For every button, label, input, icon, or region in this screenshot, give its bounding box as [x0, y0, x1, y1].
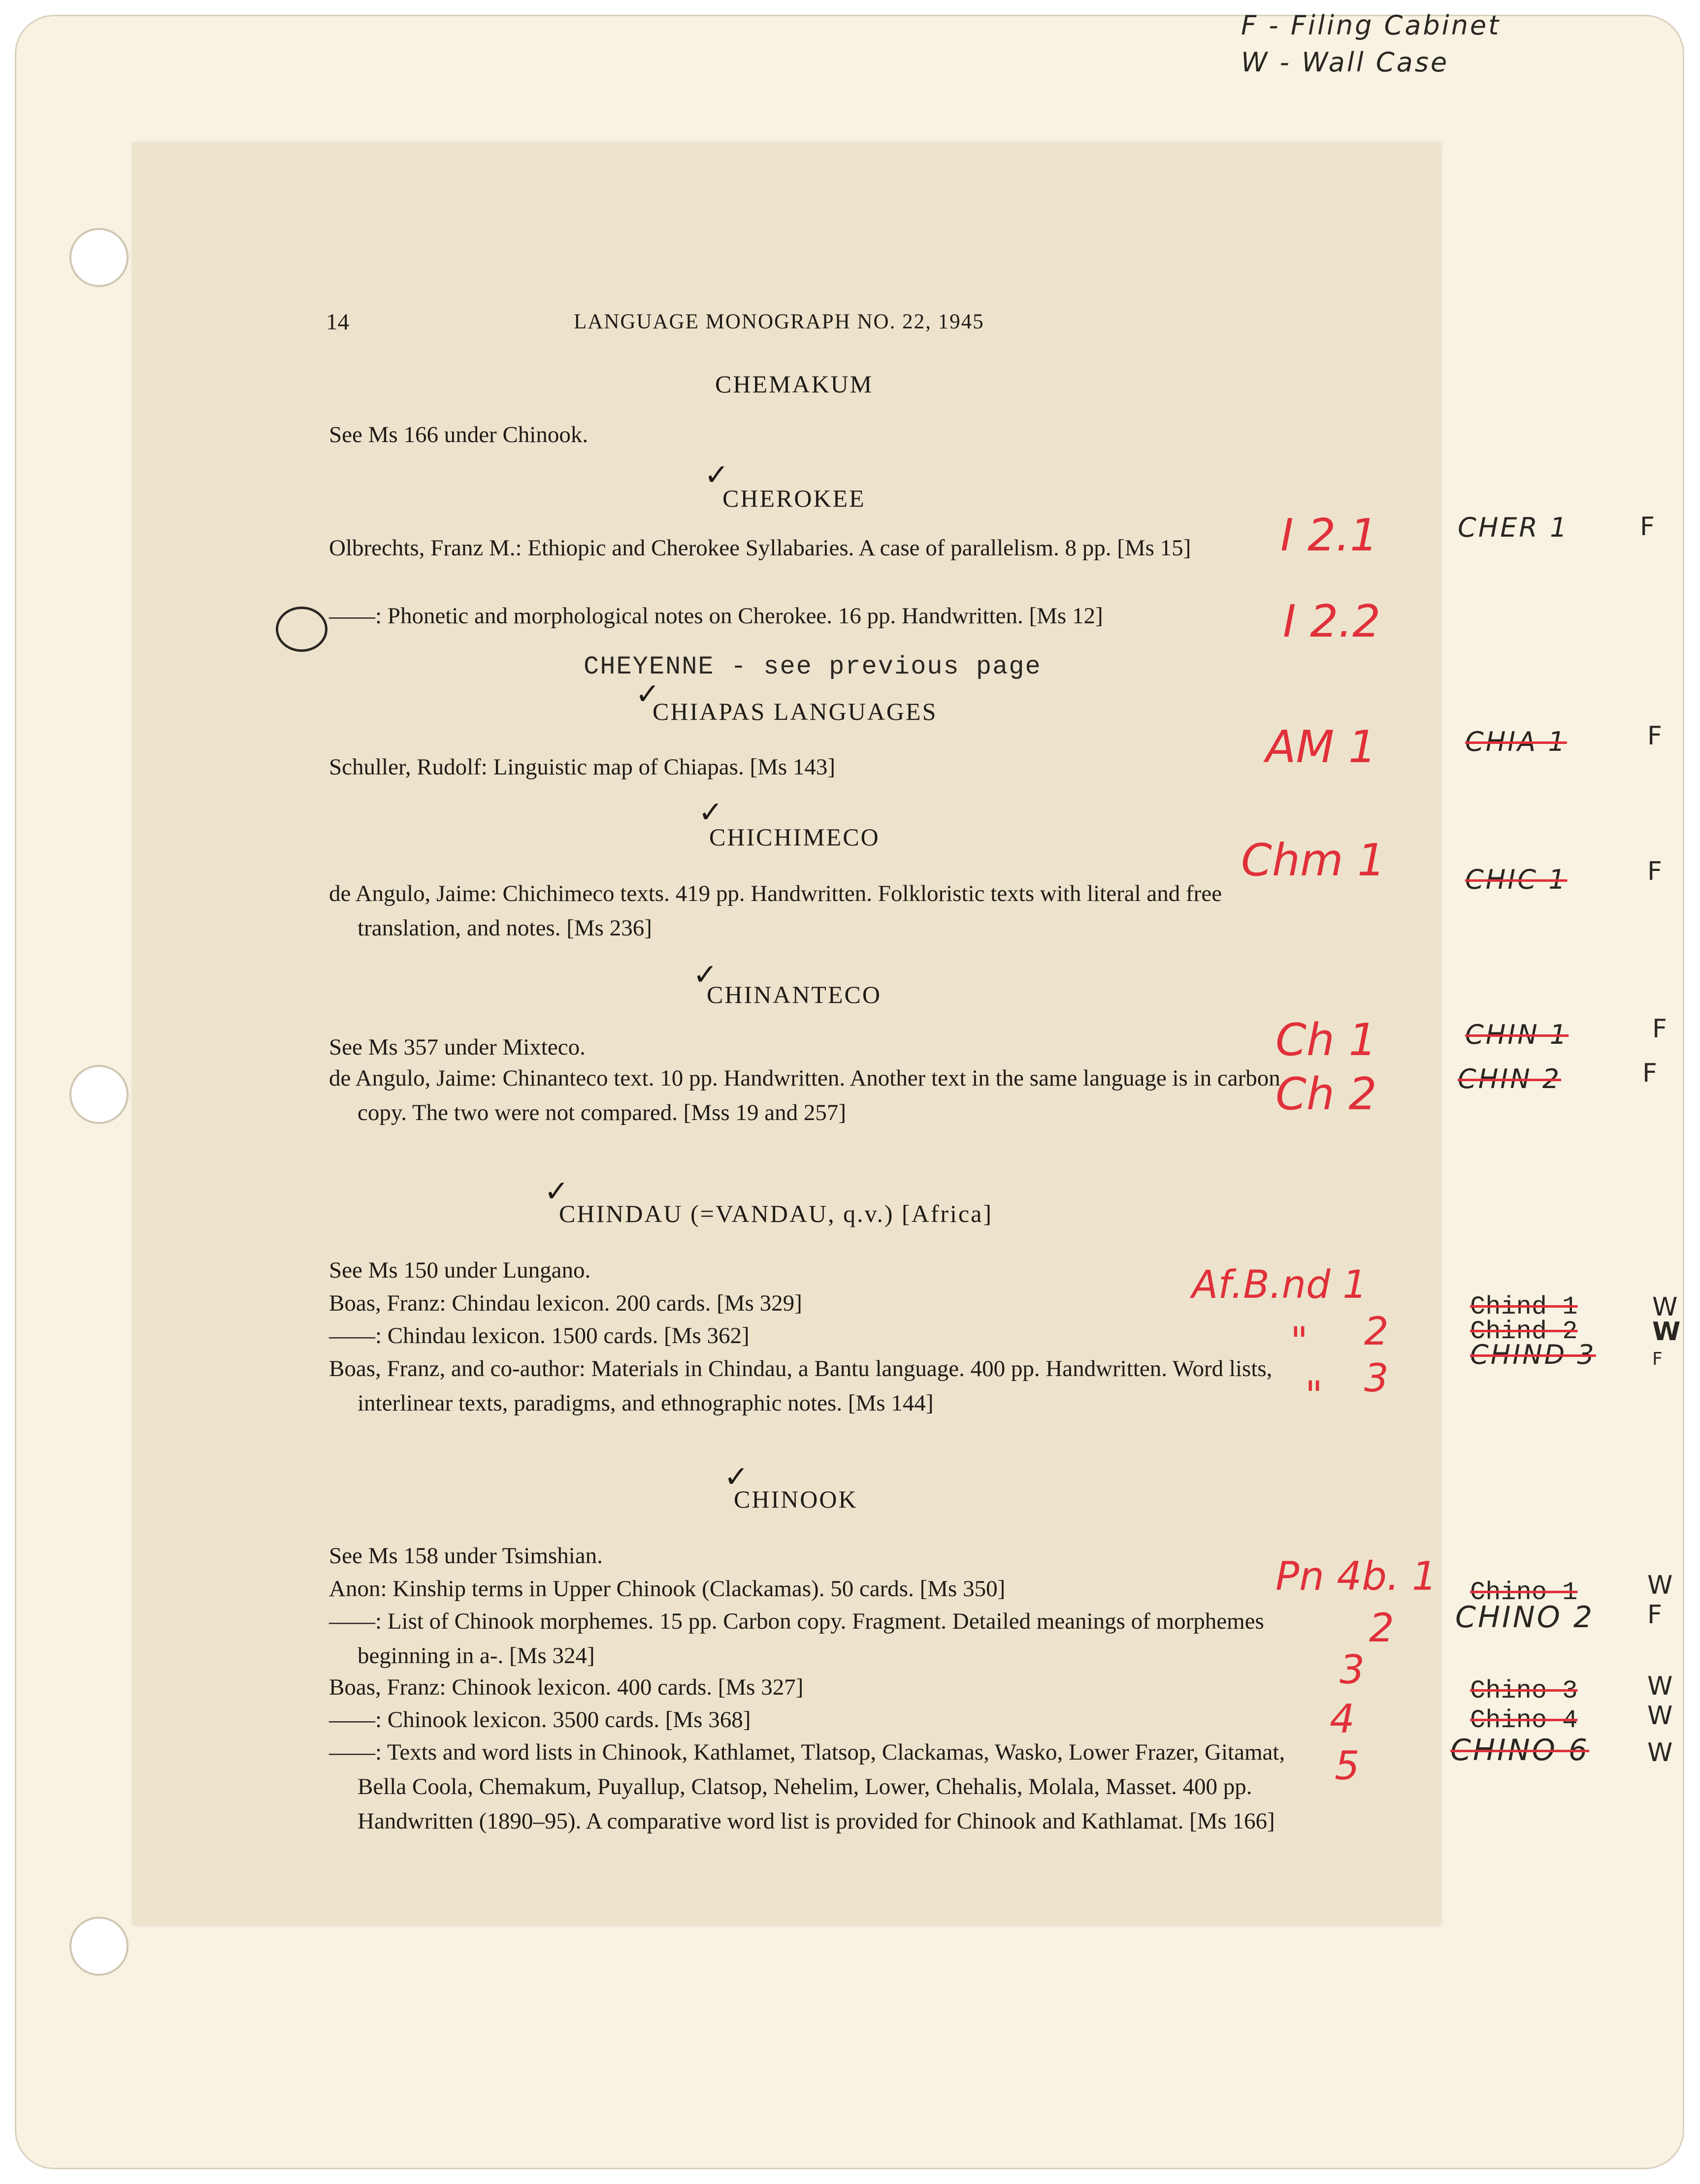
red-annotation: 2	[1369, 1605, 1394, 1651]
check-mark-icon: ✓	[704, 458, 729, 492]
location-letter: W	[1652, 1317, 1681, 1347]
entry-chinook-6: ——: Texts and word lists in Chinook, Kathlamet, Tlatsop, Clackamas, Wasko, Lower Frazer, Gitamat, Bella Coola, Chemakum, Puyallup, Clatsop, Nehelim, Lower, Chehalis, Molala, Masset. 400 pp. Handwritten (1890–95). A comparative word list is provided for Chinook and Kathlamat. [Ms 166]	[329, 1739, 1285, 1834]
page-number: 14	[326, 309, 349, 335]
entry-chindau-2: Boas, Franz: Chindau lexicon. 200 cards. [Ms 329]	[329, 1290, 802, 1316]
red-annotation: Pn 4b. 1	[1275, 1553, 1437, 1599]
check-mark-icon: ✓	[698, 795, 723, 830]
location-code: CHINO 2	[1455, 1600, 1595, 1635]
entry-chinook-5: ——: Chinook lexicon. 3500 cards. [Ms 368]	[329, 1707, 751, 1733]
circle-mark-icon	[276, 607, 327, 652]
red-annotation: 4	[1330, 1696, 1355, 1742]
punch-hole-middle	[69, 1065, 129, 1124]
entry-cherokee-2: ——: Phonetic and morphological notes on Cherokee. 16 pp. Handwritten. [Ms 12]	[329, 603, 1103, 629]
location-letter: F	[1652, 1014, 1667, 1044]
entry-chindau-1: See Ms 150 under Lungano.	[329, 1257, 591, 1283]
location-code-struck: CHIN 1	[1465, 1019, 1569, 1050]
red-annotation: Chm 1	[1241, 835, 1386, 886]
typed-cheyenne-note: CHEYENNE - see previous page	[584, 652, 1042, 681]
red-annotation: I 2.2	[1283, 596, 1381, 647]
entry-chiapas-1: Schuller, Rudolf: Linguistic map of Chiapas. [Ms 143]	[329, 754, 836, 780]
heading-chinook: CHINOOK	[734, 1485, 858, 1513]
entry-chindau-4: Boas, Franz, and co-author: Materials in Chindau, a Bantu language. 400 pp. Handwritten. Word lists, interlinear texts, paradigms, and ethnographic notes. [Ms 144]	[329, 1356, 1273, 1416]
red-annotation: Ch 2	[1275, 1068, 1377, 1120]
entry-chinook-1: See Ms 158 under Tsimshian.	[329, 1543, 603, 1569]
location-code-struck: CHINO 6	[1450, 1733, 1590, 1767]
red-annotation: "	[1290, 1319, 1308, 1364]
location-code: CHER 1	[1458, 512, 1569, 543]
red-annotation: "	[1305, 1374, 1323, 1418]
location-letter: F	[1640, 512, 1655, 542]
location-letter: W	[1647, 1671, 1673, 1701]
location-letter: F	[1652, 1349, 1663, 1369]
entry-chinook-2: Anon: Kinship terms in Upper Chinook (Clackamas). 50 cards. [Ms 350]	[329, 1576, 1006, 1602]
location-letter: F	[1647, 721, 1662, 751]
location-letter: W	[1647, 1701, 1673, 1731]
location-letter: F	[1647, 1600, 1662, 1630]
heading-cherokee: CHEROKEE	[722, 484, 866, 512]
legend-filing-cabinet: F - Filing Cabinet	[1241, 10, 1501, 41]
heading-chiapas: CHIAPAS LANGUAGES	[653, 698, 938, 725]
location-letter: W	[1647, 1571, 1673, 1600]
legend-wall-case: W - Wall Case	[1241, 47, 1449, 78]
location-code-struck: Chino 4	[1470, 1706, 1578, 1735]
red-annotation: Af.B.nd 1	[1192, 1263, 1367, 1307]
location-letter: W	[1652, 1292, 1678, 1322]
entry-chinanteco-2: de Angulo, Jaime: Chinanteco text. 10 pp. Handwritten. Another text in the same language is in carbon copy. The two were not compared. [Mss 19 and 257]	[329, 1065, 1280, 1125]
location-code-struck: Chino 1	[1470, 1578, 1578, 1607]
entry-chemakum-1: See Ms 166 under Chinook.	[329, 422, 588, 448]
heading-chichimeco: CHICHIMECO	[709, 823, 880, 851]
entry-chichimeco-1: de Angulo, Jaime: Chichimeco texts. 419 pp. Handwritten. Folkloristic texts with literal and free translation, and notes. [Ms 236]	[329, 881, 1222, 941]
heading-chemakum: CHEMAKUM	[715, 370, 874, 398]
location-code-struck: Chino 3	[1470, 1676, 1578, 1705]
entry-chinanteco-1: See Ms 357 under Mixteco.	[329, 1034, 586, 1060]
check-mark-icon: ✓	[724, 1460, 749, 1494]
location-letter: F	[1642, 1059, 1657, 1088]
red-annotation: Ch 1	[1275, 1014, 1377, 1066]
entry-chinook-4: Boas, Franz: Chinook lexicon. 400 cards. [Ms 327]	[329, 1674, 804, 1700]
location-code-struck: CHIN 2	[1458, 1063, 1562, 1094]
location-code-struck: CHIC 1	[1465, 864, 1568, 895]
entry-cherokee-1: Olbrechts, Franz M.: Ethiopic and Cherokee Syllabaries. A case of parallelism. 8 pp. [Ms 15]	[329, 535, 1191, 561]
location-code-struck: CHIND 3	[1470, 1339, 1596, 1370]
check-mark-icon: ✓	[544, 1174, 569, 1209]
red-annotation: 3	[1340, 1647, 1365, 1693]
location-code-struck: Chind 1	[1470, 1292, 1578, 1321]
red-annotation: 2	[1364, 1310, 1389, 1354]
heading-chinanteco: CHINANTECO	[707, 981, 882, 1008]
running-title: LANGUAGE MONOGRAPH NO. 22, 1945	[574, 310, 984, 333]
location-code-struck: Chind 2	[1470, 1317, 1578, 1346]
entry-chindau-3: ——: Chindau lexicon. 1500 cards. [Ms 362]	[329, 1323, 750, 1349]
red-annotation: I 2.1	[1280, 510, 1378, 561]
punch-hole-top	[69, 228, 129, 287]
check-mark-icon: ✓	[635, 677, 660, 711]
punch-hole-bottom	[69, 1917, 129, 1976]
location-letter: F	[1647, 857, 1662, 886]
red-annotation: AM 1	[1266, 721, 1377, 773]
red-annotation: 5	[1335, 1743, 1360, 1789]
location-letter: W	[1647, 1738, 1673, 1767]
heading-chindau: CHINDAU (=VANDAU, q.v.) [Africa]	[559, 1200, 993, 1227]
entry-chinook-3: ——: List of Chinook morphemes. 15 pp. Carbon copy. Fragment. Detailed meanings of morphemes beginning in a-. [Ms 324]	[329, 1608, 1264, 1669]
red-annotation: 3	[1364, 1356, 1389, 1401]
check-mark-icon: ✓	[693, 958, 718, 992]
location-code-struck: CHIA 1	[1465, 726, 1567, 757]
